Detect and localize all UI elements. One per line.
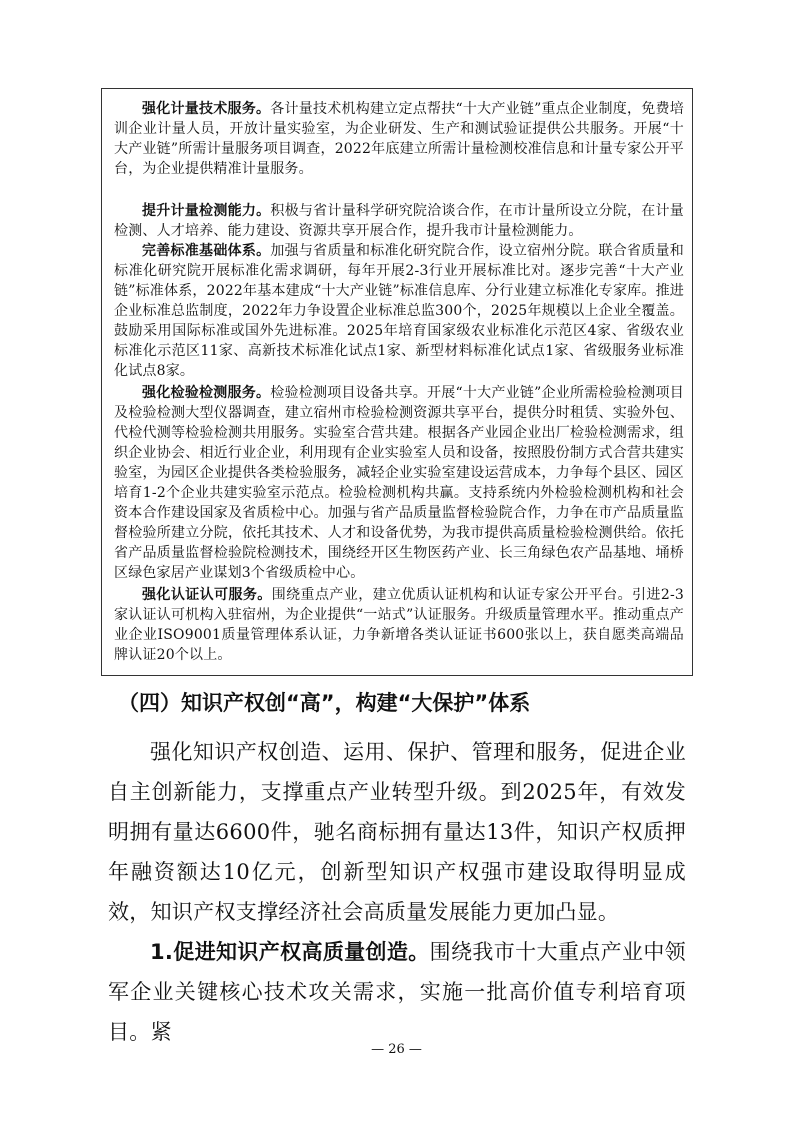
box-paragraph-text: 各计量技术机构建立定点帮扶“十大产业链”重点企业制度，免费培训企业计量人员，开放计量实验室，为企业研发、生产和测试验证提供公共服务。开展“十大产业链”所需计量服务项目调查，2022年底建立所需计量检测校准信息和计量专家公开平台，为企业提供精准计量服务。	[114, 101, 684, 177]
box-paragraph-heading: 强化计量技术服务。	[142, 101, 271, 117]
box-paragraph-metrology-service	[114, 99, 684, 179]
box-paragraph-text: 围绕重点产业，建立优质认证机构和认证专家公开平台。引进2-3家认证认可机构入驻宿州，为企业提供“一站式”认证服务。升级质量管理水平。推动重点产业企业ISO9001质量管理体系认证，力争新增各类认证证书600张以上，获自愿类高端品牌认证20个以上。	[114, 587, 684, 663]
intro-paragraph: 强化知识产权创造、运用、保护、管理和服务，促进企业自主创新能力，支撑重点产业转型升级。到2025年，有效发明拥有量达6600件，驰名商标拥有量达13件，知识产权质押年融资额达10亿元，创新型知识产权强市建设取得明显成效，知识产权支撑经济社会高质量发展能力更加凸显。	[108, 740, 686, 924]
box-paragraph-heading: 提升计量检测能力。	[142, 203, 271, 219]
page-number: — 26 —	[371, 1042, 422, 1057]
box-paragraph-heading: 强化检验检测服务。	[142, 385, 271, 401]
box-paragraph-heading: 完善标准基础体系。	[142, 243, 271, 259]
policy-text-box	[101, 88, 693, 676]
box-paragraph-text: 检验检测项目设备共享。开展“十大产业链”企业所需检验检测项目及检验检测大型仪器调查，建立宿州市检验检测资源共享平台，提供分时租赁、实验外包、代检代测等检验检测共用服务。实验室合营共建。根据各产业园企业出厂检验检测需求，组织企业协会、相近行业企业，利用现有企业实验室人员和设备，按照股份制方式合营共建实验室，为园区企业提供各类检验服务，减轻企业实验室建设运营成本，力争每个县区、园区培育1-2个企业共建实验室示范点。检验检测机构共赢。支持系统内外检验检测机构和社会资本合作建设国家及省质检中心。加强与省产品质量监督检验院合作，力争在市产品质量监督检验所建立分院，依托其技术、人才和设备优势，为我市提供高质量检验检测供给。依托省产品质量监督检验院检测技术，围绕经开区生物医药产业、长三角绿色农产品基地、埇桥区绿色家居产业谋划3个省级质检中心。	[114, 385, 684, 581]
section-heading: （四）知识产权创“高”，构建“大保护”体系	[118, 691, 531, 715]
box-paragraph-certification-service	[114, 585, 684, 665]
box-paragraph-inspection-service	[114, 383, 684, 583]
box-paragraph-text: 积极与省计量科学研究院洽谈合作，在市计量所设立分院，在计量检测、人才培养、能力建设、资源共享开展合作，提升我市计量检测能力。	[114, 203, 684, 239]
item-1-paragraph	[108, 932, 686, 1052]
item-1-heading: 1.促进知识产权高质量创造。	[150, 940, 430, 964]
box-paragraph-standards-system	[114, 241, 684, 381]
item-1-text: 围绕我市十大重点产业中领军企业关键核心技术攻关需求，实施一批高价值专利培育项目。紧	[108, 940, 686, 1044]
box-paragraph-metrology-capability	[114, 201, 684, 241]
box-paragraph-text: 加强与省质量和标准化研究院合作，设立宿州分院。联合省质量和标准化研究院开展标准化需求调研，每年开展2-3行业开展标准比对。逐步完善“十大产业链”标准体系，2022年基本建成“十大产业链”标准信息库、分行业建立标准化专家库。推进企业标准总监制度，2022年力争设置企业标准总监300个，2025年规模以上企业全覆盖。鼓励采用国际标准或国外先进标准。2025年培育国家级农业标准化示范区4家、省级农业标准化示范区11家、高新技术标准化试点1家、新型材料标准化试点1家、省级服务业标准化试点8家。	[114, 243, 684, 379]
box-paragraph-heading: 强化认证认可服务。	[142, 587, 272, 603]
